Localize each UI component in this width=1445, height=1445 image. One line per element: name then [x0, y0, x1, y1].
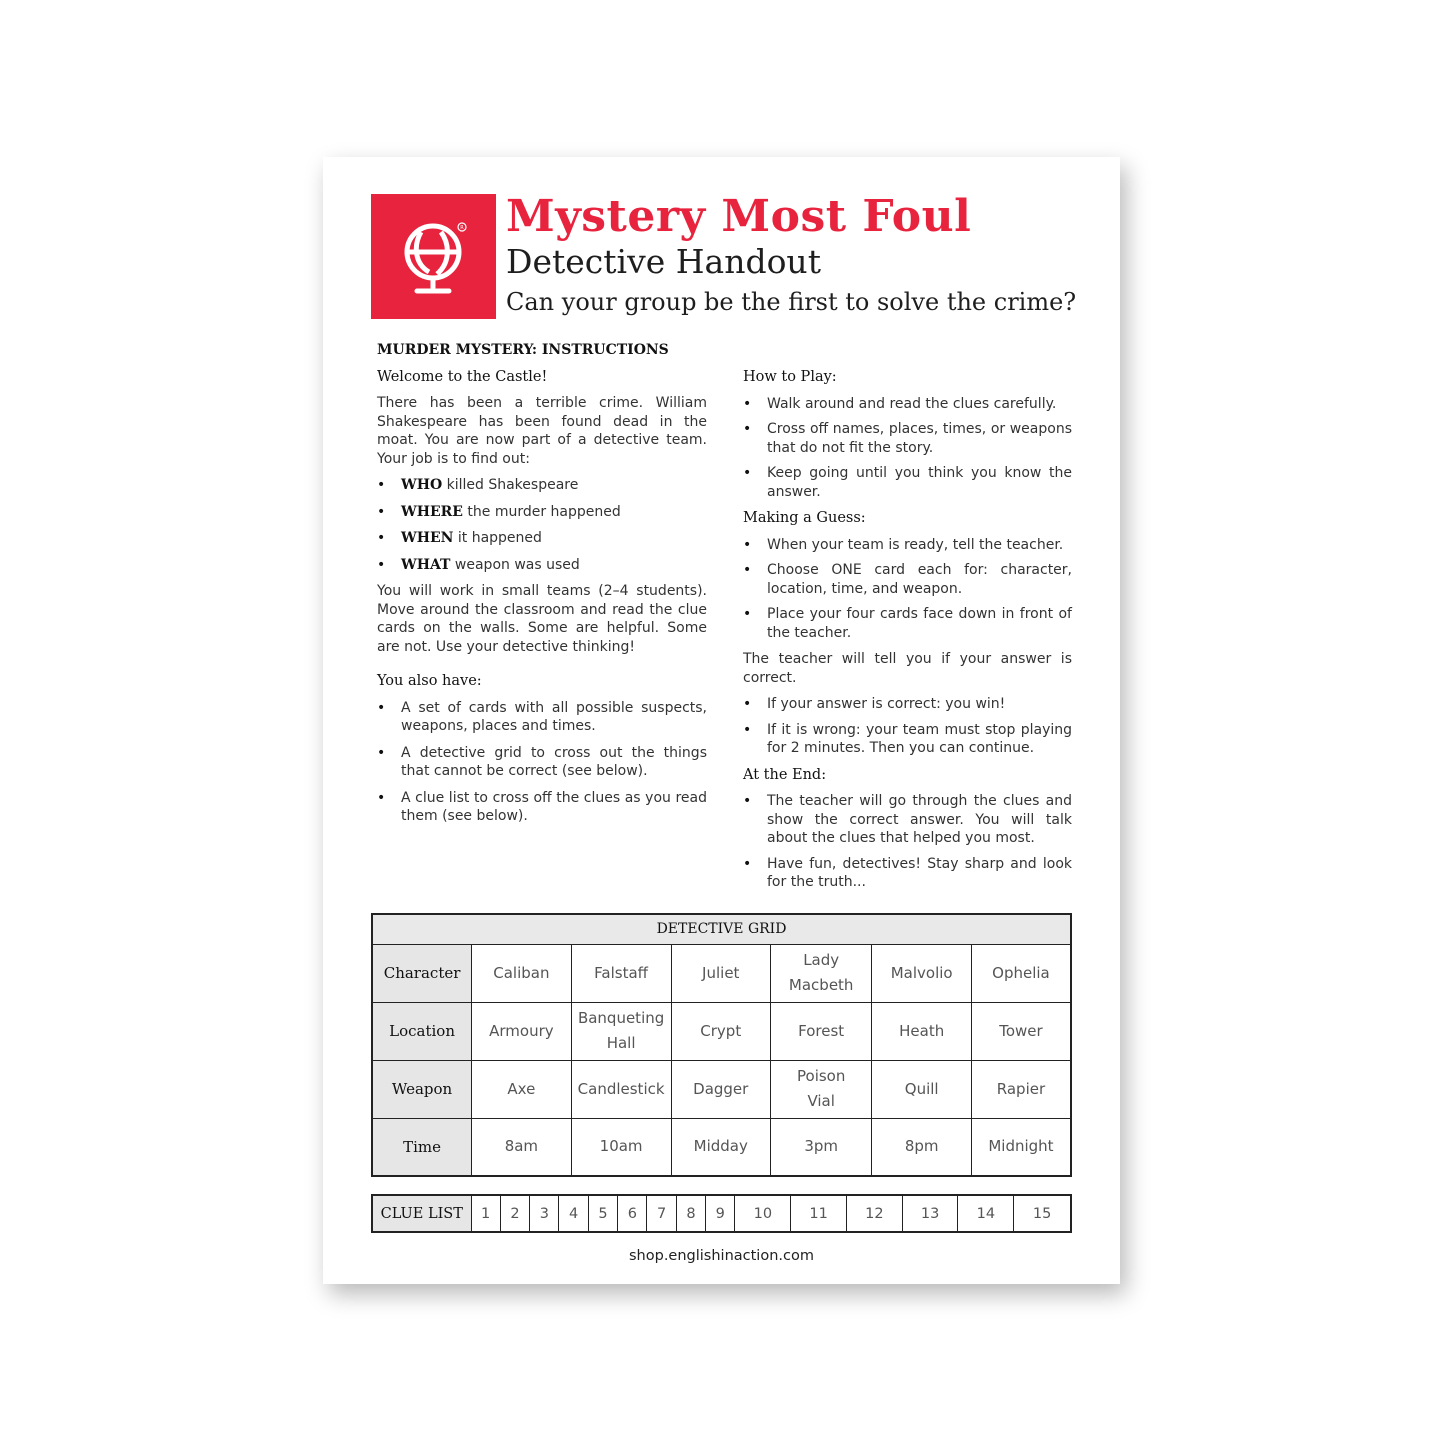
clue-number[interactable]: 5 [588, 1195, 617, 1232]
grid-cell[interactable]: Heath [872, 1002, 971, 1060]
grid-cell[interactable]: Tower [971, 1002, 1071, 1060]
grid-cell[interactable]: Armoury [472, 1002, 572, 1060]
list-item [377, 529, 707, 548]
grid-cell[interactable]: Crypt [671, 1002, 770, 1060]
list-item: • Cross off names, places, times, or weapons that do not fit the story. [743, 420, 1072, 457]
clue-number[interactable]: 1 [471, 1195, 500, 1232]
table-row [372, 944, 1071, 1002]
result-list [743, 695, 1072, 758]
clue-number[interactable]: 13 [902, 1195, 958, 1232]
grid-cell[interactable]: Caliban [472, 944, 572, 1002]
grid-cell[interactable]: Forest [770, 1002, 872, 1060]
list-item: • If it is wrong: your team must stop playing for 2 minutes. Then you can continue. [743, 721, 1072, 758]
clue-number[interactable]: 15 [1014, 1195, 1071, 1232]
row-header-character: Character [372, 944, 472, 1002]
grid-cell[interactable]: Axe [472, 1060, 572, 1118]
welcome-heading: Welcome to the Castle! [377, 368, 548, 385]
clue-number[interactable]: 12 [846, 1195, 902, 1232]
making-guess-heading: Making a Guess: [743, 510, 866, 526]
grid-cell[interactable]: Midnight [971, 1118, 1071, 1176]
grid-cell[interactable]: Candlestick [571, 1060, 671, 1118]
instructions-left-column [377, 341, 707, 834]
at-the-end-list [743, 792, 1072, 892]
grid-cell[interactable]: 10am [571, 1118, 671, 1176]
how-to-play-heading: How to Play: [743, 369, 837, 385]
list-item: • If your answer is correct: you win! [743, 695, 1072, 714]
clue-number[interactable]: 9 [706, 1195, 735, 1232]
list-item: • Keep going until you think you know the answer. [743, 464, 1072, 501]
row-header-time: Time [372, 1118, 472, 1176]
grid-cell[interactable]: Lady Macbeth [770, 944, 872, 1002]
question-keyword: WHERE [401, 503, 463, 520]
list-item: • Choose ONE card each for: character, location, time, and weapon. [743, 561, 1072, 598]
detective-grid-title: DETECTIVE GRID [372, 914, 1071, 944]
page-title: Mystery Most Foul [506, 191, 972, 242]
row-header-weapon: Weapon [372, 1060, 472, 1118]
table-row [372, 1118, 1071, 1176]
clue-number[interactable]: 6 [618, 1195, 647, 1232]
clue-number[interactable]: 10 [735, 1195, 791, 1232]
svg-text:R: R [460, 225, 464, 231]
question-text: it happened [453, 530, 542, 546]
list-item: • The teacher will go through the clues and show the correct answer. You will talk about the clues that helped you most. [743, 792, 1072, 848]
teams-paragraph: You will work in small teams (2–4 students). Move around the classroom and read the clue cards on the walls. Some are helpful. Some are not. Use your detective thinking! [377, 583, 707, 655]
list-item: • Have fun, detectives! Stay sharp and look for the truth... [743, 855, 1072, 892]
clue-list-label: CLUE LIST [372, 1195, 471, 1232]
question-keyword: WHO [401, 477, 443, 493]
questions-list [377, 476, 707, 574]
page-tagline: Can your group be the first to solve the crime? [506, 288, 1077, 316]
question-keyword: WHEN [401, 530, 454, 546]
clue-number[interactable]: 11 [791, 1195, 847, 1232]
handout-page [323, 157, 1120, 1284]
list-item [377, 556, 707, 575]
row-header-location: Location [372, 1002, 472, 1060]
page-subtitle: Detective Handout [506, 242, 821, 281]
table-row [372, 1060, 1071, 1118]
footer-url: shop.englishinaction.com [629, 1248, 814, 1264]
teacher-line: The teacher will tell you if your answer is correct. [743, 651, 1072, 686]
list-item: • A detective grid to cross out the things that cannot be correct (see below). [377, 744, 707, 781]
instructions-right-column [743, 368, 1072, 900]
grid-cell[interactable]: Quill [872, 1060, 971, 1118]
grid-cell[interactable]: Malvolio [872, 944, 971, 1002]
grid-cell[interactable]: Falstaff [571, 944, 671, 1002]
globe-logo-icon [371, 194, 496, 319]
question-keyword: WHAT [401, 556, 451, 573]
list-item: • Walk around and read the clues carefully. [743, 395, 1072, 414]
grid-cell[interactable]: Poison Vial [770, 1060, 872, 1118]
clue-number[interactable]: 2 [500, 1195, 529, 1232]
question-text: weapon was used [450, 556, 580, 573]
grid-cell[interactable]: 8pm [872, 1118, 971, 1176]
grid-cell[interactable]: Dagger [671, 1060, 770, 1118]
intro-paragraph: There has been a terrible crime. William Shakespeare has been found dead in the moat. You are now part of a detective team. Your job is to find out: [377, 395, 707, 467]
table-row [372, 1002, 1071, 1060]
list-item: • Place your four cards face down in front of the teacher. [743, 605, 1072, 642]
question-text: killed Shakespeare [442, 477, 579, 493]
also-have-list [377, 699, 707, 826]
grid-cell[interactable]: Juliet [671, 944, 770, 1002]
list-item [377, 503, 707, 522]
clue-number[interactable]: 3 [530, 1195, 559, 1232]
list-item: • A clue list to cross off the clues as you read them (see below). [377, 789, 707, 826]
table-row [372, 1195, 1071, 1232]
also-have-heading: You also have: [377, 673, 482, 689]
clue-number[interactable]: 14 [958, 1195, 1014, 1232]
brand-logo [371, 194, 496, 319]
grid-cell[interactable]: 8am [472, 1118, 572, 1176]
at-the-end-heading: At the End: [743, 766, 827, 783]
clue-number[interactable]: 4 [559, 1195, 588, 1232]
question-text: the murder happened [462, 503, 621, 520]
detective-grid [371, 913, 1072, 1177]
grid-cell[interactable]: Ophelia [971, 944, 1071, 1002]
clue-number[interactable]: 8 [676, 1195, 705, 1232]
list-item [377, 476, 707, 495]
list-item: • A set of cards with all possible suspects, weapons, places and times. [377, 699, 707, 736]
grid-cell[interactable]: 3pm [770, 1118, 872, 1176]
list-item: • When your team is ready, tell the teacher. [743, 536, 1072, 555]
clue-number[interactable]: 7 [647, 1195, 676, 1232]
how-to-play-list [743, 395, 1072, 502]
grid-cell[interactable]: Rapier [971, 1060, 1071, 1118]
making-guess-list [743, 536, 1072, 643]
instructions-title: MURDER MYSTERY: INSTRUCTIONS [377, 342, 669, 358]
clue-list [371, 1194, 1072, 1233]
grid-cell[interactable]: Banqueting Hall [571, 1002, 671, 1060]
grid-cell[interactable]: Midday [671, 1118, 770, 1176]
